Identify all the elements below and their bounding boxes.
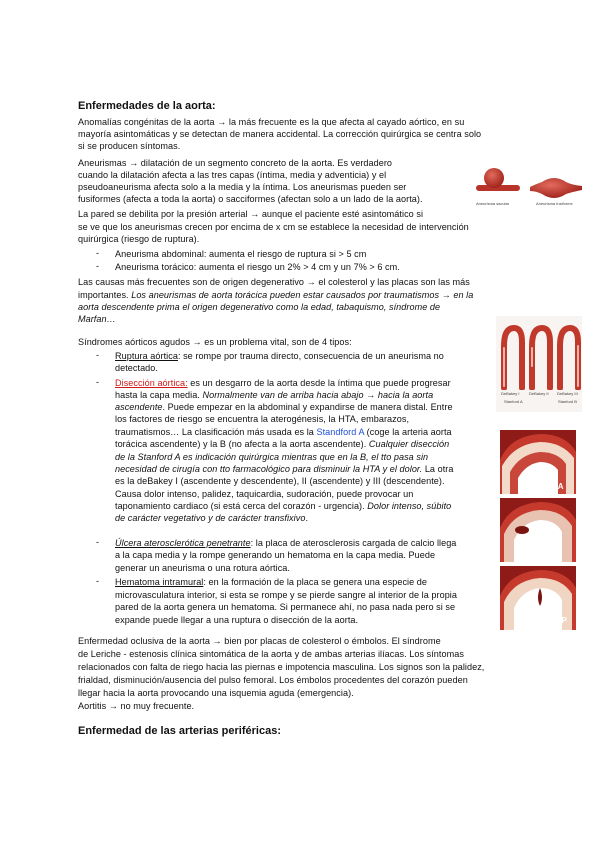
paragraph-line: si se producen síntomas. xyxy=(78,141,181,151)
paragraph-line: Marfan… xyxy=(78,314,116,324)
syndrome-panels-figure xyxy=(500,430,576,630)
paragraph-line: microvasculatura interior, si esta se rompe y se pierde sangre al interior de la propia xyxy=(115,590,457,600)
paragraph-line: fusiformes (afecta a toda la aorta) o sacciformes (afectan solo a un lado de la aorta). xyxy=(78,194,423,204)
section-title-aorta: Enfermedades de la aorta: xyxy=(78,100,216,112)
paragraph-line: torácica ascendente) y la B (no afecta a la aorta ascendente). Cualquier disección xyxy=(115,439,450,449)
paragraph-line: Anomalías congénitas de la aorta → la más frecuente es la que afecta al cayado aórtico, en su xyxy=(78,117,465,127)
paragraph-line: pared de la aorta genera un hematoma. Si permanece ahí, no pasa nada pero si se xyxy=(115,602,456,612)
bullet-dash: - xyxy=(96,350,100,360)
figure-caption: Stanford B xyxy=(558,399,577,404)
paragraph-line: de Leriche - estenosis clínica sintomática de la aorta y de ambas arterias ilíacas. Los síntomas xyxy=(78,649,464,659)
bullet-dash: - xyxy=(96,248,100,258)
bullet-dash: - xyxy=(96,261,100,271)
paragraph-line: traumatismos… La clasificación más usada es la Standford A (coge la arteria aorta xyxy=(115,427,452,437)
paragraph-line: Síndromes aórticos agudos → es un problema vital, son de 4 tipos: xyxy=(78,337,352,347)
paragraph-line: mayoría asintomáticas y se detectan de manera accidental. La corrección quirúrgica se centra solo xyxy=(78,129,482,139)
paragraph-line: Causa dolor intenso, palidez, taquicardia, sudoración, puede provocar un xyxy=(115,489,414,499)
bullet-aneurisma-toracico: Aneurisma torácico: aumenta el riesgo un 2% > 4 cm y un 7% > 6 cm. xyxy=(115,262,400,272)
panel-label-uap: UAP xyxy=(550,616,567,625)
paragraph-line: pseudoaneurisma afecta solo a la media y la íntima. Los aneurismas pueden ser xyxy=(78,182,407,192)
paragraph-line: taponamiento cardiaco (si está cerca del corazón - urgencia). Dolor intenso, súbito xyxy=(115,501,452,511)
figure-caption: Stanford A xyxy=(504,399,523,404)
paragraph-line: expande puede llegar a una ruptura o disección de la aorta. xyxy=(115,615,359,625)
paragraph-line: Enfermedad oclusiva de la aorta → bien por placas de colesterol o émbolos. El síndrome xyxy=(78,636,441,646)
paragraph-line: La pared se debilita por la presión arterial → aunque el paciente esté asintomático si xyxy=(78,209,424,219)
paragraph-line: a la capa media y la rompe generando un hematoma en la capa media. Puede xyxy=(115,550,436,560)
paragraph-line: Aortitis → no muy frecuente. xyxy=(78,701,195,711)
aorta-classification-illustration xyxy=(496,316,582,390)
syndrome-panels-illustration xyxy=(500,430,576,630)
paragraph-line: llegar hacia la aorta provocando una isquemia aguda (emergencia). xyxy=(78,688,354,698)
figure-caption: DeBakey II xyxy=(529,391,549,396)
paragraph-line: cuando la dilatación afecta a las tres capas (íntima, media y adventicia) y el xyxy=(78,170,387,180)
paragraph-line: los factores de riesgo se encuentra la aterogénesis, la HTA, embarazos, xyxy=(115,414,410,424)
paragraph-line: importantes. Los aneurismas de aorta torácica pueden estar causados por traumatismos → en la xyxy=(78,290,474,300)
paragraph-line: hasta la capa media. Normalmente van de arriba hacia abajo → hacia la aorta xyxy=(115,390,434,400)
paragraph-line: de carácter vegetativo y de carácter transfixivo. xyxy=(115,513,309,523)
paragraph-line: aorta descendente prima el origen degenerativo como la edad, tabaquismo, síndrome de xyxy=(78,302,441,312)
paragraph-line: Aneurismas → dilatación de un segmento concreto de la aorta. Es verdadero xyxy=(78,158,393,168)
bullet-diseccion: Disección aórtica: es un desgarro de la aorta desde la íntima que puede progresar xyxy=(115,378,451,388)
paragraph-line: relacionados con falta de riego hacia las piernas e impotencia masculina. Los signos son la palidez, xyxy=(78,662,485,672)
figure-caption: Aneurisma fusiforme xyxy=(536,201,573,206)
figure-caption: DeBakey I xyxy=(501,391,520,396)
panel-label-hi: HI xyxy=(552,548,560,557)
paragraph-line: Las causas más frecuentes son de origen degenerativo → el colesterol y las placas son las más xyxy=(78,277,470,287)
paragraph-line: quirúrgica (riesgo de ruptura). xyxy=(78,234,200,244)
bullet-dash: - xyxy=(96,576,100,586)
paragraph-line: de la Stanford A es indicación quirúrgica mientras que en la B, el tto pasa sin xyxy=(115,452,429,462)
dissection-classification-figure xyxy=(496,316,582,412)
figure-caption: Aneurisma sacular xyxy=(476,201,510,206)
paragraph-line: detectado. xyxy=(115,363,158,373)
bullet-ulcera: Úlcera aterosclerótica penetrante: la placa de aterosclerosis cargada de calcio llega xyxy=(115,538,457,548)
paragraph-line: ascendente. Puede empezar en la abdominal y expandirse de manera distal. Entre xyxy=(115,402,453,412)
paragraph-line: es la deBakey I (ascendente y descendente), II (ascendente) y III (descendente). xyxy=(115,476,445,486)
panel-label-da: DA xyxy=(552,482,564,491)
figure-caption: DeBakey III xyxy=(557,391,578,396)
paragraph-line: generar un aneurisma o una rotura aórtica. xyxy=(115,563,290,573)
section-title-arterias: Enfermedad de las arterias periféricas: xyxy=(78,725,281,737)
aneurysm-figure xyxy=(474,160,584,208)
bullet-hematoma: Hematoma intramural: en la formación de la placa se genera una especie de xyxy=(115,577,428,587)
paragraph-line: frialdad, disminución/ausencia del pulso femoral. Los émbolos procedentes del corazón pueden xyxy=(78,675,468,685)
bullet-dash: - xyxy=(96,377,100,387)
bullet-ruptura: Ruptura aórtica: se rompe por trauma directo, consecuencia de un aneurisma no xyxy=(115,351,444,361)
paragraph-line: necesidad de cirugía con tto farmacológico para disminuir la HTA y el dolor. La otra xyxy=(115,464,454,474)
bullet-dash: - xyxy=(96,537,100,547)
bullet-aneurisma-abdominal: Aneurisma abdominal: aumenta el riesgo de ruptura si > 5 cm xyxy=(115,249,367,259)
paragraph-line: se ve que los aneurismas crecen por encima de x cm se establece la necesidad de intervención xyxy=(78,222,469,232)
